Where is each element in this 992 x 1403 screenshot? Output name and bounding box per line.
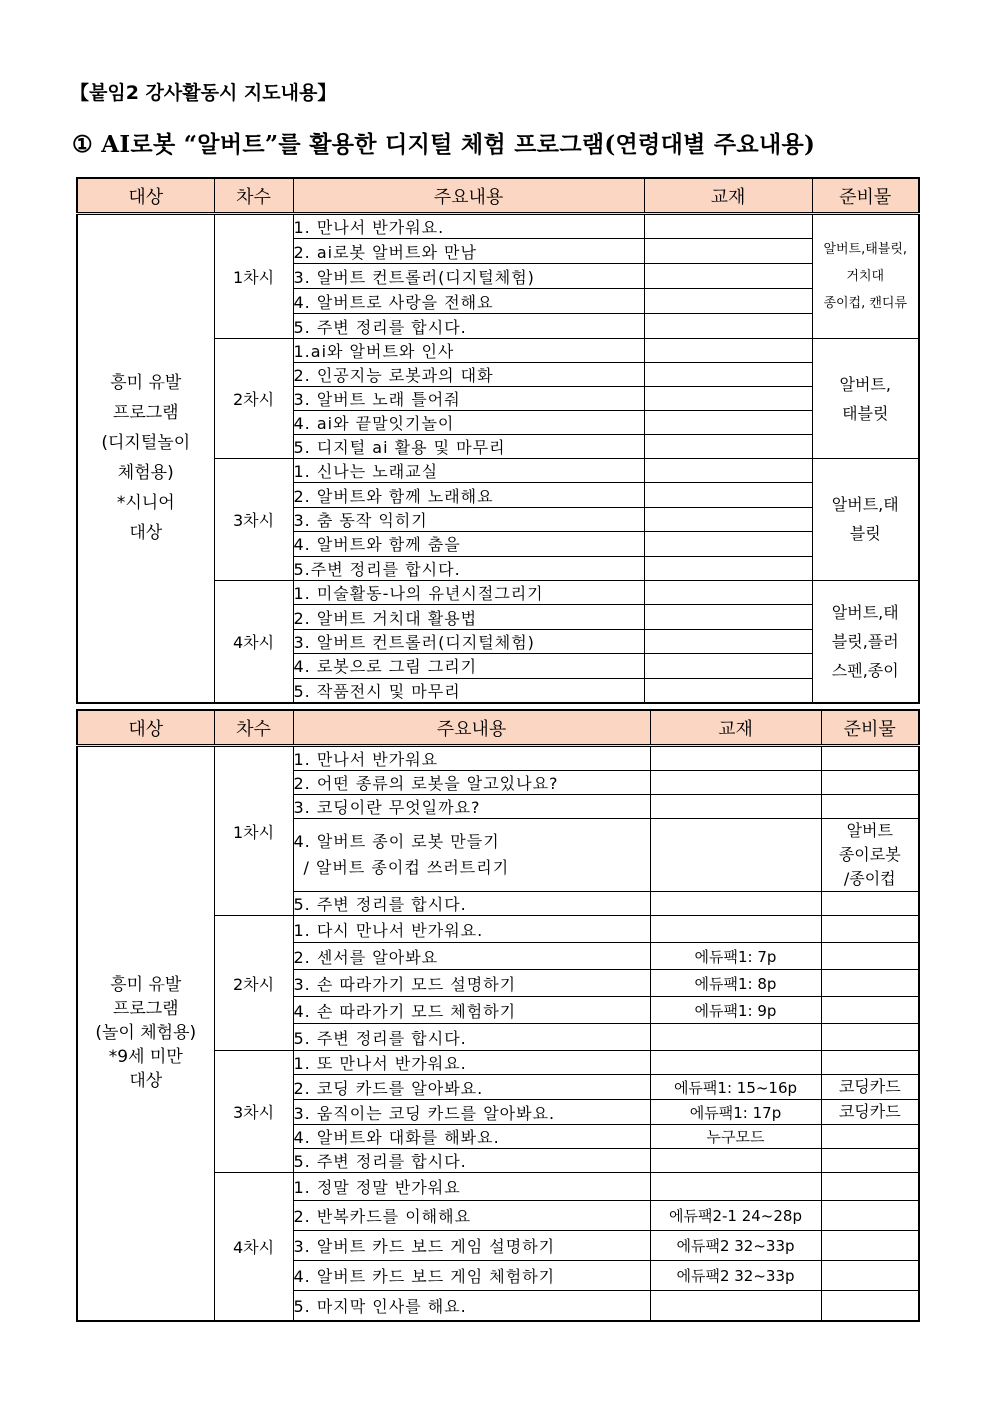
textbook-cell	[644, 507, 812, 531]
text-line: 알버트,태블릿,	[823, 242, 908, 257]
prep-cell	[821, 746, 919, 771]
prep-cell	[821, 1261, 919, 1291]
prep-cell	[821, 1024, 919, 1051]
textbook-cell	[644, 605, 812, 629]
textbook-cell: 에듀팩2 32~33p	[650, 1261, 821, 1291]
prep-cell: 코딩카드	[821, 1100, 919, 1125]
content-line: 4. 알버트 종이 로봇 만들기	[293, 832, 500, 851]
prep-cell	[821, 771, 919, 795]
prep-cell	[812, 339, 919, 459]
header-session: 차수	[214, 178, 293, 214]
content-item	[293, 819, 650, 892]
prep-cell	[821, 1125, 919, 1149]
content-item: 1. 다시 만나서 반가워요.	[293, 916, 650, 943]
header-textbook: 교재	[644, 178, 812, 214]
textbook-cell	[650, 819, 821, 892]
attachment-heading: 【붙임2 강사활동시 지도내용】	[70, 82, 337, 104]
content-item: 4. ai와 끝말잇기놀이	[293, 411, 644, 435]
content-item: 5. 작품전시 및 마무리	[293, 678, 644, 703]
session-label: 3차시	[214, 1051, 293, 1173]
session-label: 1차시	[214, 214, 293, 339]
text-line: 태블릿	[842, 403, 889, 423]
textbook-cell	[650, 1291, 821, 1321]
textbook-cell	[644, 239, 812, 264]
textbook-cell	[650, 916, 821, 943]
text-line: *시니어	[116, 493, 175, 514]
content-item: 2. 알버트와 함께 노래해요	[293, 483, 644, 507]
header-target: 대상	[77, 710, 214, 746]
text-line: 거치대	[846, 269, 885, 284]
text-line: 흥미 유발	[110, 975, 182, 996]
textbook-cell	[644, 629, 812, 653]
textbook-cell	[644, 264, 812, 289]
content-item: 1. 신나는 노래교실	[293, 459, 644, 483]
prep-cell	[821, 1173, 919, 1201]
textbook-cell	[644, 289, 812, 314]
textbook-cell	[650, 1051, 821, 1075]
text-line: (디지털놀이	[101, 433, 191, 454]
text-line: 프로그램	[112, 999, 179, 1020]
text-line: 블릿,플러	[831, 631, 899, 651]
textbook-cell: 에듀팩1: 8p	[650, 970, 821, 997]
content-item: 5. 주변 정리를 합시다.	[293, 892, 650, 916]
content-item: 2. ai로봇 알버트와 만남	[293, 239, 644, 264]
content-item: 5. 주변 정리를 합시다.	[293, 314, 644, 339]
content-item: 2. 반복카드를 이해해요	[293, 1201, 650, 1231]
textbook-cell	[644, 580, 812, 604]
prep-cell	[821, 1201, 919, 1231]
textbook-cell	[644, 532, 812, 556]
text-line: 스펜,종이	[831, 660, 899, 680]
textbook-cell: 에듀팩2 32~33p	[650, 1231, 821, 1261]
content-line: / 알버트 종이컵 쓰러트리기	[303, 858, 510, 877]
header-prep: 준비물	[821, 710, 919, 746]
senior-program-table	[76, 177, 920, 704]
content-item: 3. 알버트 컨트롤러(디지털체험)	[293, 264, 644, 289]
text-line: 대상	[129, 1071, 163, 1092]
textbook-cell	[644, 459, 812, 483]
prep-cell	[821, 943, 919, 970]
prep-cell	[812, 459, 919, 581]
header-prep: 준비물	[812, 178, 919, 214]
textbook-cell	[644, 678, 812, 703]
content-item: 1. 만나서 반가워요	[293, 746, 650, 771]
textbook-cell	[644, 339, 812, 363]
textbook-cell: 에듀팩1: 7p	[650, 943, 821, 970]
target-cell	[77, 214, 214, 703]
prep-cell	[821, 1149, 919, 1173]
textbook-cell	[644, 214, 812, 239]
textbook-cell	[650, 795, 821, 819]
text-line: 프로그램	[112, 403, 179, 424]
textbook-cell: 에듀팩1: 15~16p	[650, 1075, 821, 1100]
textbook-cell	[650, 1173, 821, 1201]
prep-cell	[821, 795, 919, 819]
text-line: *9세 미만	[108, 1047, 183, 1068]
header-textbook: 교재	[650, 710, 821, 746]
text-line: 체험용)	[117, 463, 174, 484]
textbook-cell	[644, 387, 812, 411]
textbook-cell	[644, 435, 812, 459]
textbook-cell	[650, 1149, 821, 1173]
textbook-cell: 에듀팩1: 17p	[650, 1100, 821, 1125]
textbook-cell: 에듀팩1: 9p	[650, 997, 821, 1024]
prep-cell	[821, 819, 919, 892]
header-content: 주요내용	[293, 710, 650, 746]
content-item: 5.주변 정리를 합시다.	[293, 556, 644, 580]
prep-cell	[821, 997, 919, 1024]
content-item: 1. 만나서 반가워요.	[293, 214, 644, 239]
textbook-cell	[650, 1024, 821, 1051]
text-line: 알버트	[846, 821, 893, 840]
content-item: 1.ai와 알버트와 인사	[293, 339, 644, 363]
session-label: 3차시	[214, 459, 293, 581]
textbook-cell	[644, 654, 812, 678]
content-item: 3. 알버트 컨트롤러(디지털체험)	[293, 629, 644, 653]
prep-cell	[821, 970, 919, 997]
content-item: 4. 로봇으로 그림 그리기	[293, 654, 644, 678]
content-item: 1. 정말 정말 반가워요	[293, 1173, 650, 1201]
text-line: /종이컵	[843, 869, 896, 888]
prep-cell	[812, 214, 919, 339]
prep-cell	[821, 916, 919, 943]
content-item: 3. 알버트 노래 틀어줘	[293, 387, 644, 411]
session-label: 4차시	[214, 1173, 293, 1321]
textbook-cell: 에듀팩2-1 24~28p	[650, 1201, 821, 1231]
textbook-cell	[644, 314, 812, 339]
textbook-cell	[644, 363, 812, 387]
content-item: 2. 인공지능 로봇과의 대화	[293, 363, 644, 387]
prep-cell	[821, 1231, 919, 1261]
content-item: 4. 알버트와 대화를 해봐요.	[293, 1125, 650, 1149]
text-line: 알버트,태	[831, 495, 899, 515]
table-row	[77, 746, 919, 771]
session-label: 1차시	[214, 746, 293, 916]
content-item: 1. 또 만나서 반가워요.	[293, 1051, 650, 1075]
textbook-cell	[650, 771, 821, 795]
content-item: 2. 어떤 종류의 로봇을 알고있나요?	[293, 771, 650, 795]
session-label: 4차시	[214, 580, 293, 702]
content-item: 3. 움직이는 코딩 카드를 알아봐요.	[293, 1100, 650, 1125]
header-session: 차수	[214, 710, 293, 746]
prep-cell	[821, 892, 919, 916]
textbook-cell	[650, 746, 821, 771]
content-item: 3. 코딩이란 무엇일까요?	[293, 795, 650, 819]
content-item: 1. 미술활동-나의 유년시절그리기	[293, 580, 644, 604]
textbook-cell	[650, 892, 821, 916]
text-line: 알버트,태	[831, 602, 899, 622]
textbook-cell	[644, 411, 812, 435]
child-program-table	[76, 709, 920, 1322]
prep-cell: 코딩카드	[821, 1075, 919, 1100]
prep-cell	[821, 1051, 919, 1075]
text-line: 알버트,	[839, 374, 891, 394]
content-item: 4. 알버트로 사랑을 전해요	[293, 289, 644, 314]
content-item: 3. 춤 동작 익히기	[293, 507, 644, 531]
content-item: 4. 알버트 카드 보드 게임 체험하기	[293, 1261, 650, 1291]
text-line: 대상	[129, 523, 163, 544]
prep-cell	[821, 1291, 919, 1321]
text-line: (놀이 체험용)	[95, 1023, 197, 1044]
content-item: 5. 주변 정리를 합시다.	[293, 1149, 650, 1173]
text-line: 종이컵, 캔디류	[823, 296, 908, 311]
text-line: 흥미 유발	[110, 373, 182, 394]
content-item: 5. 주변 정리를 합시다.	[293, 1024, 650, 1051]
textbook-cell	[644, 556, 812, 580]
text-line: 블릿	[849, 524, 881, 544]
content-item: 3. 손 따라가기 모드 설명하기	[293, 970, 650, 997]
header-target: 대상	[77, 178, 214, 214]
content-item: 2. 알버트 거치대 활용법	[293, 605, 644, 629]
header-content: 주요내용	[293, 178, 644, 214]
target-cell	[77, 746, 214, 1321]
content-item: 5. 디지털 ai 활용 및 마무리	[293, 435, 644, 459]
table-row	[77, 214, 919, 239]
content-item: 4. 알버트와 함께 춤을	[293, 532, 644, 556]
textbook-cell: 누구모드	[650, 1125, 821, 1149]
textbook-cell	[644, 483, 812, 507]
content-item: 5. 마지막 인사를 해요.	[293, 1291, 650, 1321]
session-label: 2차시	[214, 339, 293, 459]
content-item: 2. 코딩 카드를 알아봐요.	[293, 1075, 650, 1100]
content-item: 3. 알버트 카드 보드 게임 설명하기	[293, 1231, 650, 1261]
prep-cell	[812, 580, 919, 702]
document-title: ① AI로봇 “알버트”를 활용한 디지털 체험 프로그램(연령대별 주요내용)	[72, 131, 816, 158]
text-line: 종이로봇	[838, 845, 901, 864]
content-item: 2. 센서를 알아봐요	[293, 943, 650, 970]
content-item: 4. 손 따라가기 모드 체험하기	[293, 997, 650, 1024]
session-label: 2차시	[214, 916, 293, 1051]
